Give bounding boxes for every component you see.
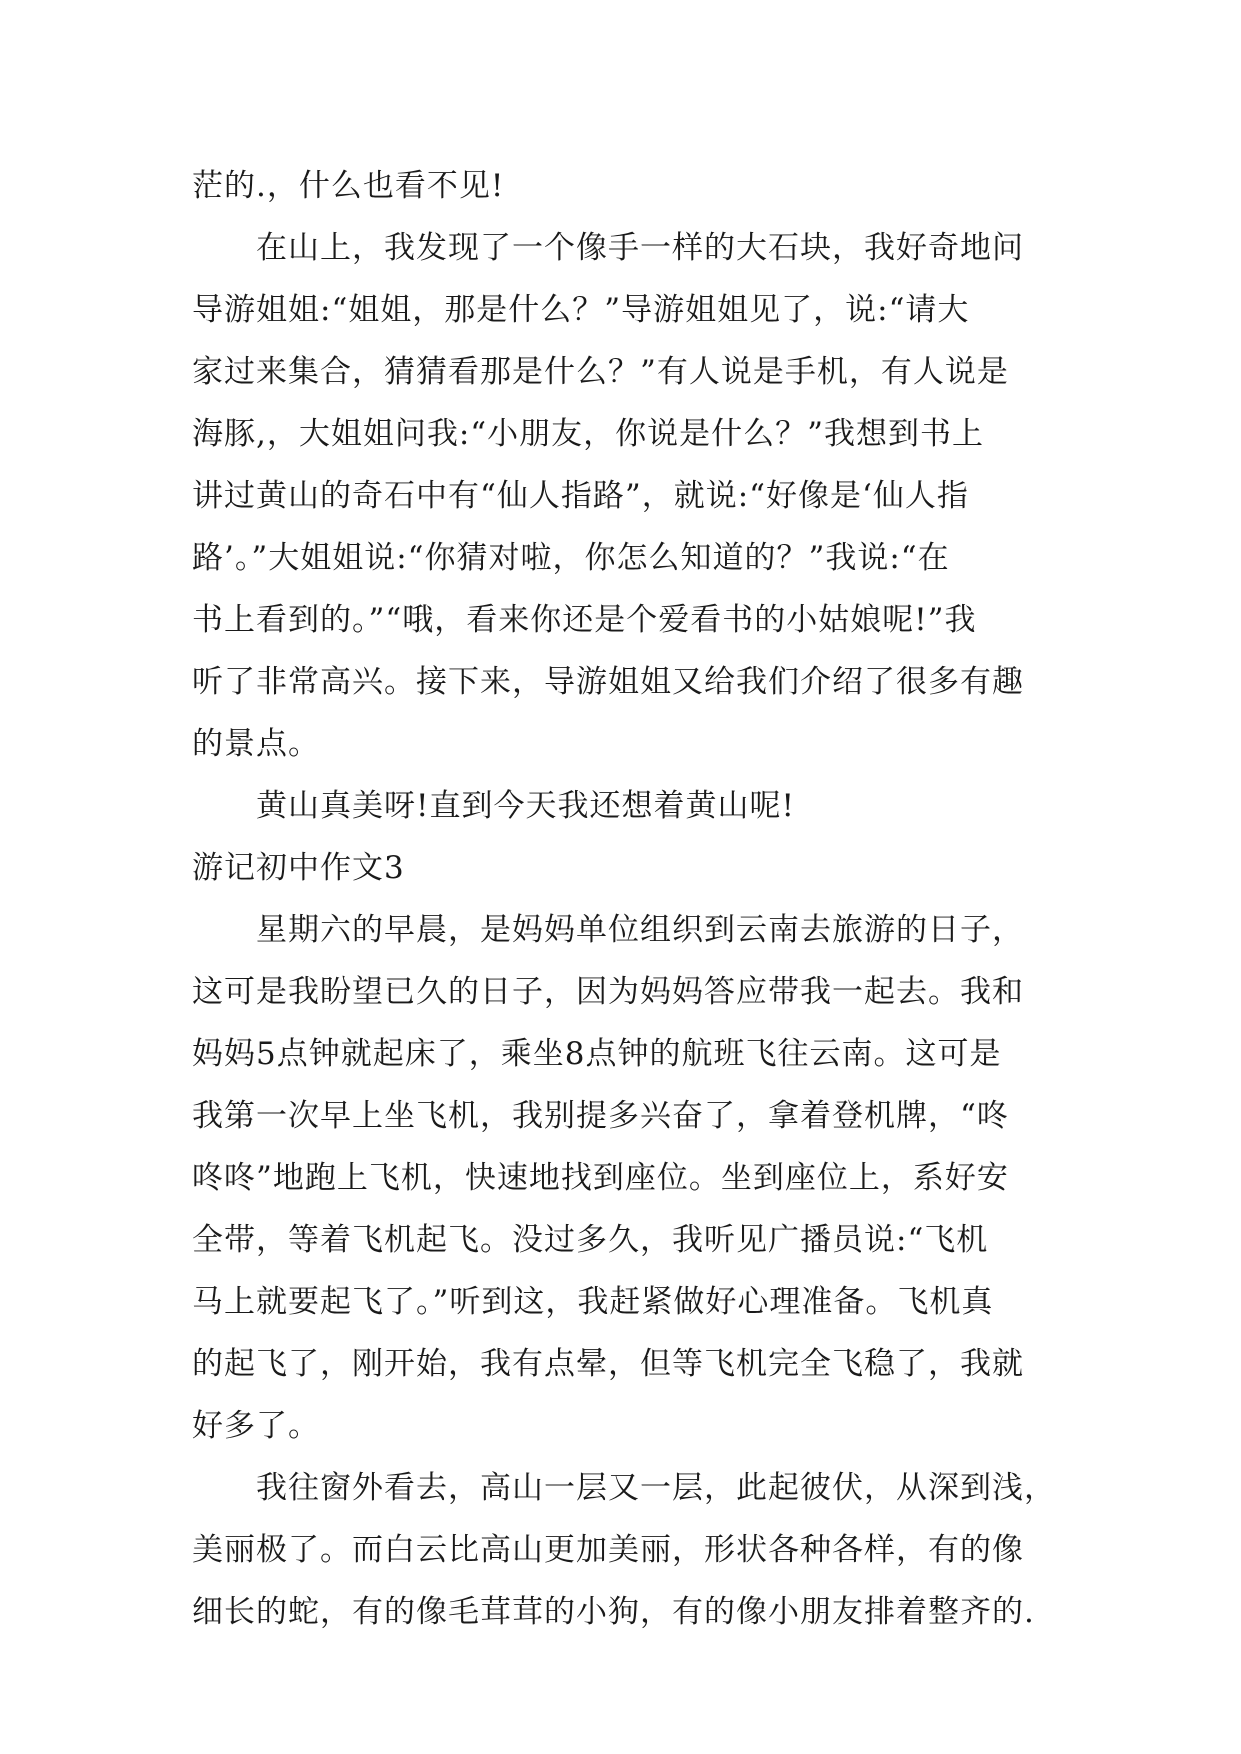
text-line: 在山上，我发现了一个像手一样的大石块，我好奇地问 [256,230,1024,266]
text-line: 茫的.，什么也看不见! [192,168,505,204]
text-line: 我往窗外看去，高山一层又一层，此起彼伏，从深到浅， [256,1470,1056,1506]
text-line: 的景点。 [192,726,320,762]
text-line: 的起飞了，刚开始，我有点晕，但等飞机完全飞稳了，我就 [192,1346,1024,1382]
text-line: 马上就要起飞了。”听到这，我赶紧做好心理准备。飞机真 [192,1284,994,1320]
text-line: 好多了。 [192,1408,320,1444]
text-line: 游记初中作文3 [192,850,405,886]
text-line: 书上看到的。”“哦，看来你还是个爱看书的小姑娘呢!”我 [192,602,977,638]
text-line: 我第一次早上坐飞机，我别提多兴奋了，拿着登机牌，“咚 [192,1098,1009,1134]
text-line: 咚咚”地跑上飞机，快速地找到座位。坐到座位上，系好安 [192,1160,1009,1196]
text-line: 海豚,，大姐姐问我:“小朋友，你说是什么？”我想到书上 [192,416,984,452]
text-line: 全带，等着飞机起飞。没过多久，我听见广播员说:“飞机 [192,1222,989,1258]
text-line: 美丽极了。而白云比高山更加美丽，形状各种各样，有的像 [192,1532,1024,1568]
text-line: 路’。”大姐姐说:“你猜对啦，你怎么知道的？”我说:“在 [192,540,950,576]
text-line: 讲过黄山的奇石中有“仙人指路”，就说:“好像是‘仙人指 [192,478,969,514]
text-line: 导游姐姐:“姐姐，那是什么？”导游姐姐见了，说:“请大 [192,292,970,328]
essay-text [192,155,1056,1643]
text-line: 黄山真美呀!直到今天我还想着黄山呢! [256,788,795,824]
text-line: 家过来集合，猜猜看那是什么？”有人说是手机，有人说是 [192,354,1009,390]
text-line: 星期六的早晨，是妈妈单位组织到云南去旅游的日子， [256,912,1024,948]
text-line: 细长的蛇，有的像毛茸茸的小狗，有的像小朋友排着整齐的. [192,1594,1035,1630]
text-line: 妈妈5点钟就起床了，乘坐8点钟的航班飞往云南。这可是 [192,1036,1002,1072]
text-line: 听了非常高兴。接下来，导游姐姐又给我们介绍了很多有趣 [192,664,1024,700]
text-line: 这可是我盼望已久的日子，因为妈妈答应带我一起去。我和 [192,974,1024,1010]
